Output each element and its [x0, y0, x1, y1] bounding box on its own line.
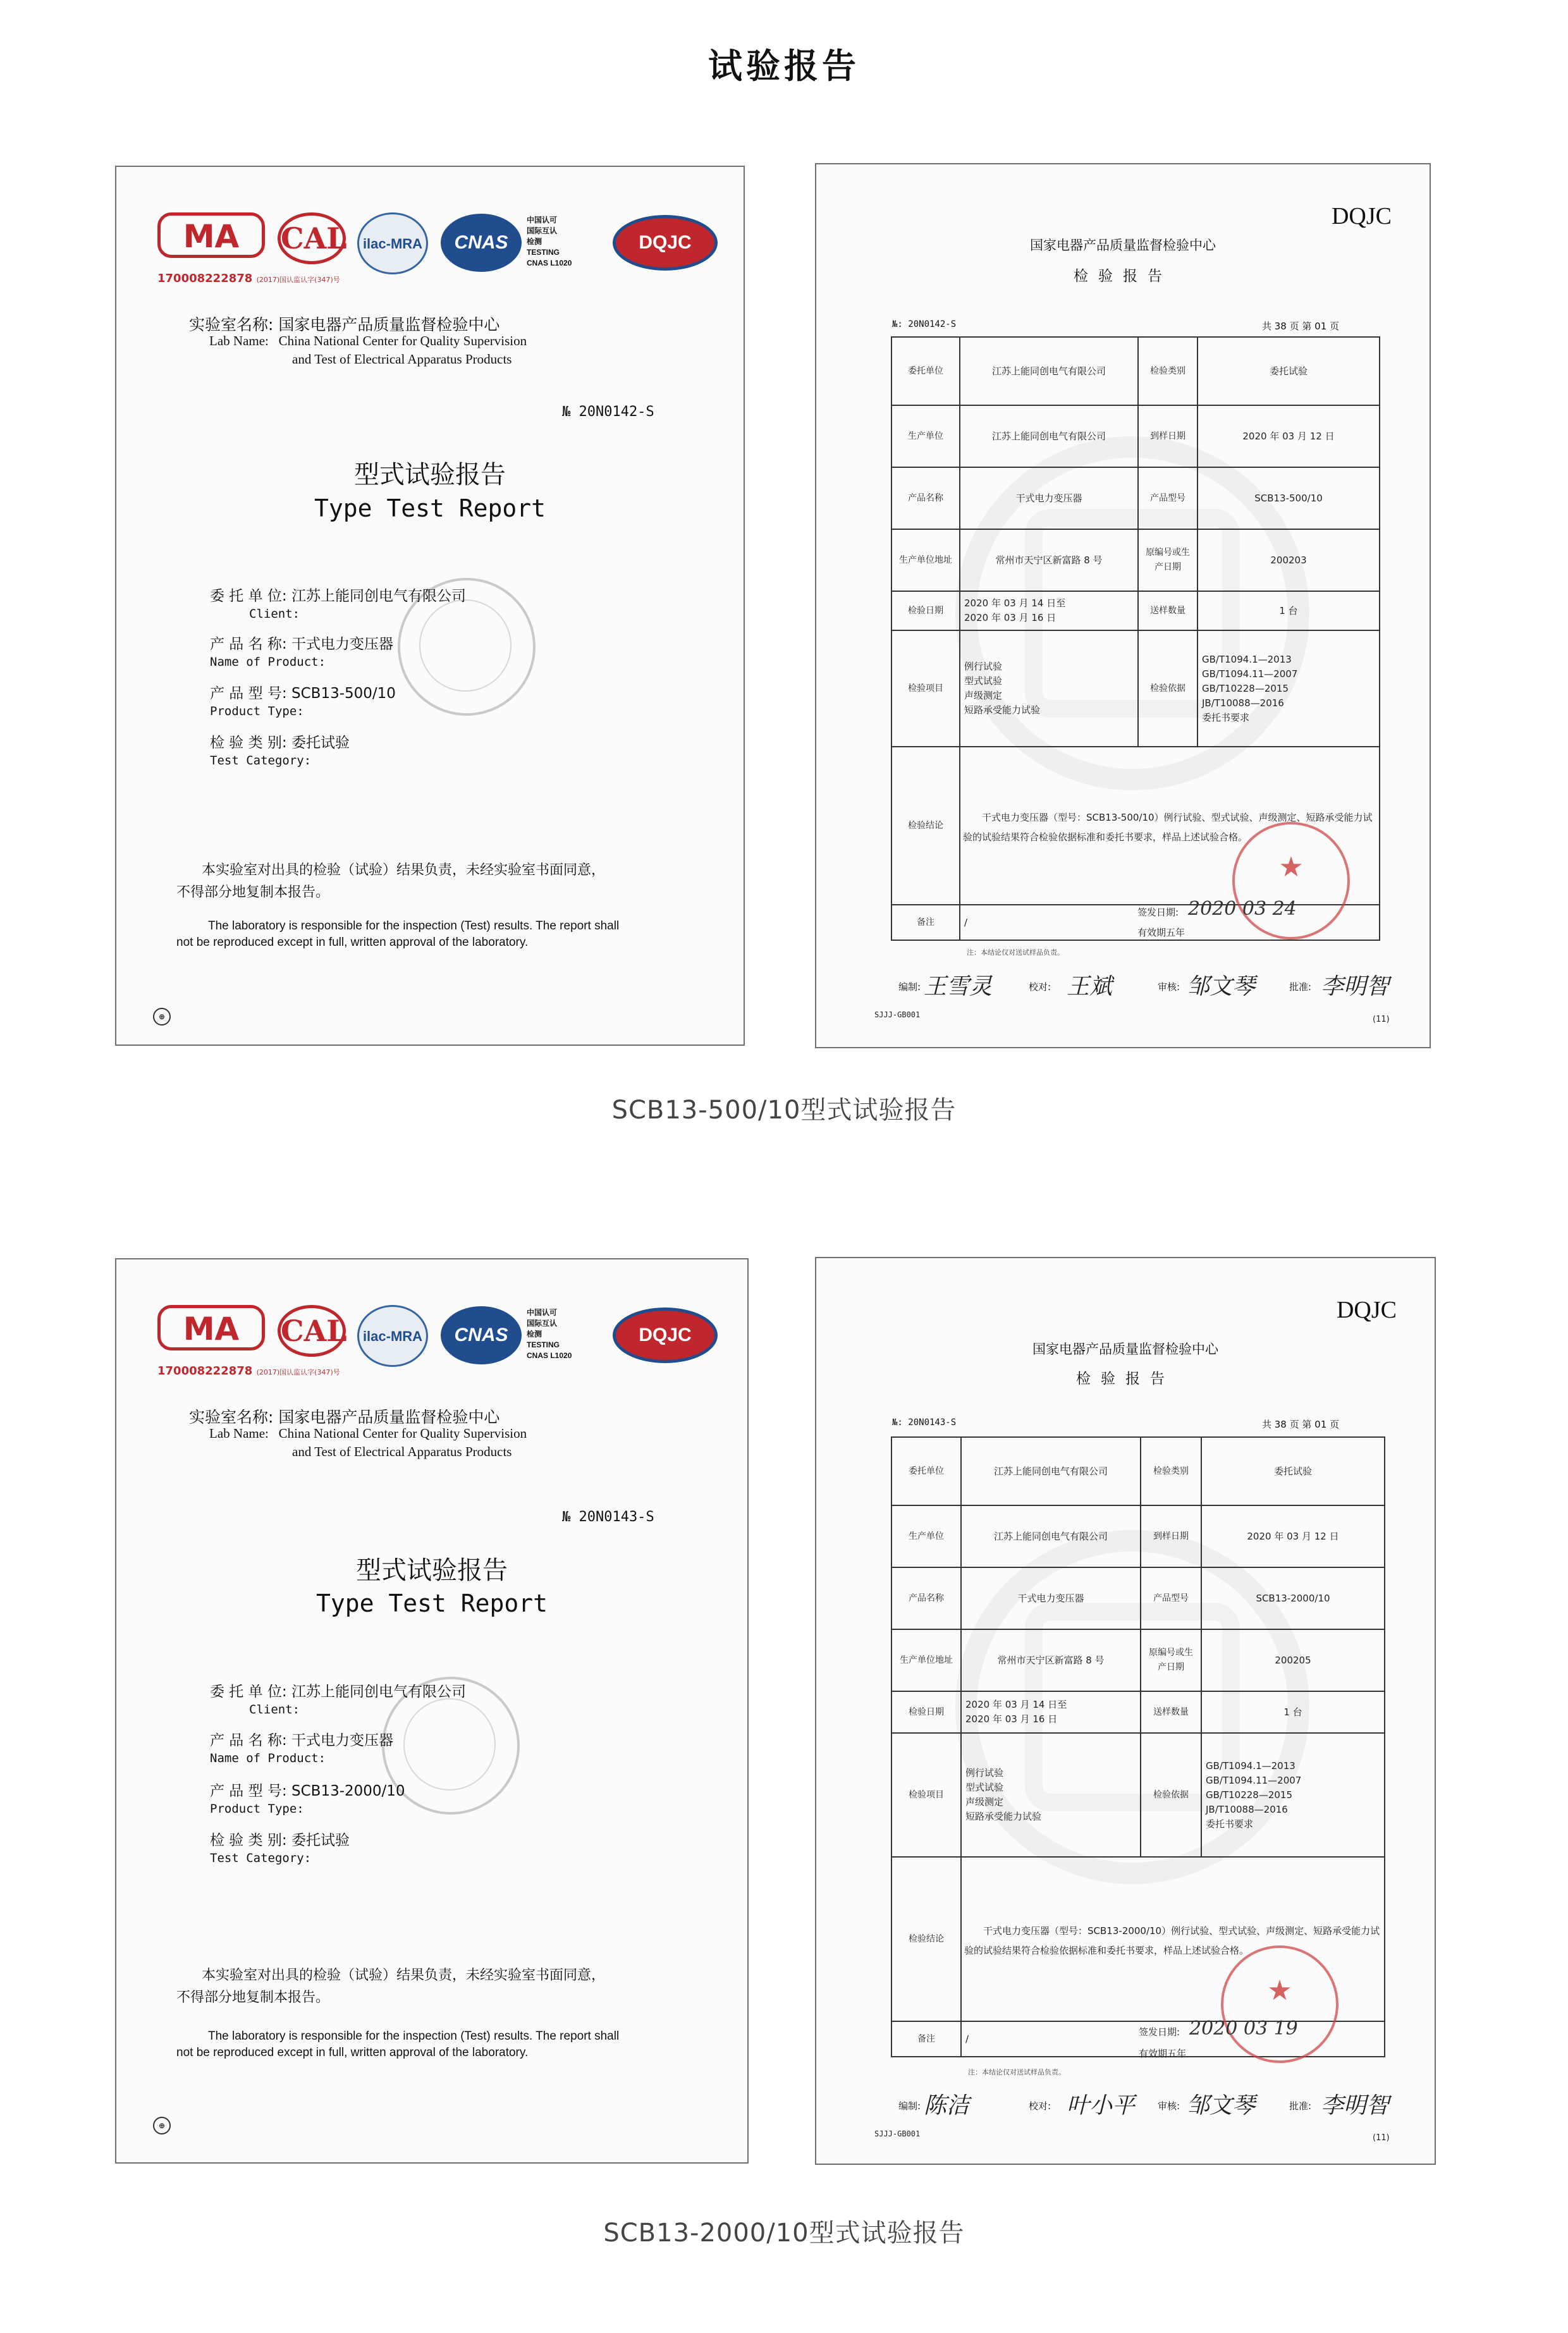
- arrival-value: 2020 年 03 月 12 日: [1201, 1505, 1385, 1567]
- client-value: 江苏上能同创电气有限公司: [961, 1437, 1141, 1505]
- remark-value: /: [960, 905, 1380, 940]
- cnas-logo-icon: CNAS: [441, 214, 522, 272]
- validity: 有效期五年: [1139, 2048, 1187, 2059]
- report-title-en: Type Test Report: [315, 1589, 548, 1617]
- check-label: 校对:: [1029, 2100, 1051, 2112]
- dqjc-logo-icon: DQJC: [613, 1307, 718, 1363]
- lab-name-en: Lab Name: China National Center for Quality Supervision: [209, 333, 527, 348]
- page-number: (11): [1373, 1015, 1390, 1024]
- client-label-en: Client:: [249, 607, 300, 621]
- product-type-field: 产 品 型 号: SCB13-2000/10: [210, 1783, 405, 1799]
- red-seal-icon: [1221, 1945, 1338, 2063]
- remark-label: 备注: [891, 2021, 961, 2057]
- lab-name-en-line2: and Test of Electrical Apparatus Products: [292, 352, 512, 367]
- basis-label: 检验依据: [1138, 630, 1197, 747]
- category-label: 检验类别: [1141, 1437, 1201, 1505]
- arrival-value: 2020 年 03 月 12 日: [1197, 405, 1380, 467]
- report-number: № 20N0143-S: [562, 1509, 654, 1525]
- cma-logo-icon: MA: [157, 1305, 265, 1350]
- date-value: 2020 年 03 月 14 日至 2020 年 03 月 16 日: [960, 591, 1138, 630]
- basis-value: GB/T1094.1—2013 GB/T1094.11—2007 GB/T10228—2015 JB/T10088—2016 委托书要求: [1197, 630, 1380, 747]
- conclusion-note: 注：本结论仅对送试样品负责。: [968, 2068, 1065, 2076]
- remark-label: 备注: [891, 905, 960, 940]
- check-signature: 叶小平: [1067, 2093, 1136, 2119]
- product-label: 产品名称: [891, 1567, 961, 1629]
- testing-accreditation-text: 中国认可 国际互认 检测 TESTING CNAS L1020: [527, 216, 572, 267]
- sign-date-handwritten: 2020 03 19: [1189, 2018, 1298, 2040]
- product-name-field: 产 品 名 称: 干式电力变压器: [210, 1732, 393, 1749]
- basis-label: 检验依据: [1141, 1733, 1201, 1857]
- review-label: 审核:: [1158, 981, 1180, 993]
- review-label: 审核:: [1158, 2100, 1180, 2112]
- producer-label: 生产单位: [891, 1505, 961, 1567]
- conclusion-cell: [961, 1857, 1385, 2076]
- cma-logo-icon: MA: [157, 212, 265, 258]
- items-value: 例行试验 型式试验 声级测定 短路承受能力试验: [960, 630, 1138, 747]
- client-value: 江苏上能同创电气有限公司: [960, 337, 1138, 405]
- report-page-count: 共 38 页 第 01 页: [1262, 321, 1340, 332]
- page-title: 试验报告: [708, 46, 860, 86]
- approve-signature: 李明智: [1321, 2093, 1390, 2119]
- lab-name-cn: 实验室名称: 国家电器产品质量监督检验中心: [189, 315, 500, 334]
- qty-label: 送样数量: [1138, 591, 1197, 630]
- disclaimer-cn-line2: 不得部分地复制本报告。: [176, 885, 330, 900]
- product-value: 干式电力变压器: [960, 467, 1138, 529]
- model-value: SCB13-2000/10: [1201, 1567, 1385, 1629]
- address-value: 常州市天宁区新富路 8 号: [961, 1629, 1141, 1691]
- report-number: № 20N0142-S: [562, 404, 654, 420]
- client-field: 委 托 单 位: 江苏上能同创电气有限公司: [210, 588, 466, 604]
- edit-signature: 陈洁: [924, 2093, 970, 2119]
- cover-document: [115, 166, 745, 1046]
- review-signature: 邹文琴: [1187, 2093, 1256, 2119]
- approve-label: 批准:: [1289, 981, 1312, 993]
- ilac-mra-logo-icon: ilac-MRA: [357, 212, 428, 274]
- lab-name-en-line2: and Test of Electrical Apparatus Products: [292, 1444, 512, 1459]
- edit-signature: 王雪灵: [924, 974, 993, 1000]
- conclusion-text: 干式电力变压器（型号：SCB13-2000/10）例行试验、型式试验、声级测定、短路承受能力试验的试验结果符合检验依据标准和委托书要求，样品上述试验合格。: [964, 1925, 1380, 1956]
- cal-logo-icon: CAL: [278, 1305, 346, 1357]
- product-type-label-en: Product Type:: [210, 1802, 304, 1816]
- product-name-field: 产 品 名 称: 干式电力变压器: [210, 636, 393, 652]
- model-label: 产品型号: [1141, 1567, 1201, 1629]
- disclaimer-en-line2: not be reproduced except in full, written approval of the laboratory.: [176, 936, 529, 949]
- report-header-code: DQJC: [1331, 203, 1392, 230]
- cnas-logo-icon: CNAS: [441, 1306, 522, 1364]
- report-table: [891, 1436, 1385, 2076]
- report-number: №: 20N0143-S: [892, 1418, 957, 1428]
- disclaimer-cn: 本实验室对出具的检验（试验）结果负责，未经实验室书面同意，: [202, 862, 606, 878]
- address-value: 常州市天宁区新富路 8 号: [960, 529, 1138, 591]
- product-name-label-en: Name of Product:: [210, 655, 326, 669]
- review-signature: 邹文琴: [1187, 974, 1256, 1000]
- lab-name-en: Lab Name: China National Center for Quality Supervision: [209, 1426, 527, 1441]
- product-type-label-en: Product Type:: [210, 704, 304, 718]
- address-label: 生产单位地址: [891, 529, 960, 591]
- report-title: 检验报告: [1076, 1371, 1175, 1387]
- page-number: (11): [1373, 2133, 1390, 2143]
- category-value: 委托试验: [1197, 337, 1380, 405]
- arrival-label: 到样日期: [1141, 1505, 1201, 1567]
- serial-value: 200203: [1197, 529, 1380, 591]
- report-title-cn: 型式试验报告: [356, 1556, 508, 1585]
- section-caption: SCB13-500/10型式试验报告: [611, 1096, 957, 1125]
- inspection-report-document: [815, 163, 1431, 1048]
- producer-label: 生产单位: [891, 405, 960, 467]
- category-field: 检 验 类 别: 委托试验: [210, 1832, 350, 1849]
- report-number: №: 20N0142-S: [892, 319, 957, 329]
- producer-value: 江苏上能同创电气有限公司: [961, 1505, 1141, 1567]
- inspection-report-document: [815, 1257, 1436, 2165]
- client-field: 委 托 单 位: 江苏上能同创电气有限公司: [210, 1684, 466, 1700]
- lab-name-cn: 实验室名称: 国家电器产品质量监督检验中心: [189, 1408, 500, 1426]
- disclaimer-en: The laboratory is responsible for the inspection (Test) results. The report shall: [208, 2030, 620, 2043]
- approve-label: 批准:: [1289, 2100, 1312, 2112]
- product-name-label-en: Name of Product:: [210, 1751, 326, 1765]
- qty-label: 送样数量: [1141, 1691, 1201, 1733]
- cnas-seal-icon: ⊕: [153, 2117, 171, 2134]
- date-label: 检验日期: [891, 1691, 961, 1733]
- cnas-seal-icon: ⊕: [153, 1008, 171, 1026]
- sign-date-handwritten: 2020 03 24: [1188, 898, 1297, 920]
- approve-signature: 李明智: [1321, 974, 1390, 1000]
- basis-value: GB/T1094.1—2013 GB/T1094.11—2007 GB/T10228—2015 JB/T10088—2016 委托书要求: [1201, 1733, 1385, 1857]
- product-label: 产品名称: [891, 467, 960, 529]
- serial-label: 原编号或生产日期: [1141, 1629, 1201, 1691]
- date-label: 检验日期: [891, 591, 960, 630]
- date-value: 2020 年 03 月 14 日至 2020 年 03 月 16 日: [961, 1691, 1141, 1733]
- edit-label: 编制:: [898, 2100, 921, 2112]
- category-label-en: Test Category:: [210, 1851, 312, 1865]
- testing-accreditation-text: 中国认可 国际互认 检测 TESTING CNAS L1020: [527, 1308, 572, 1360]
- qty-value: 1 台: [1201, 1691, 1385, 1733]
- report-title: 检验报告: [1074, 268, 1172, 285]
- client-label: 委托单位: [891, 1437, 961, 1505]
- cover-document: [115, 1258, 749, 2164]
- disclaimer-en: The laboratory is responsible for the inspection (Test) results. The report shall: [208, 919, 620, 933]
- category-label: 检验类别: [1138, 337, 1197, 405]
- address-label: 生产单位地址: [891, 1629, 961, 1691]
- conclusion-note: 注：本结论仅对送试样品负责。: [967, 948, 1064, 957]
- conclusion-label: 检验结论: [891, 747, 960, 905]
- dqjc-logo-icon: DQJC: [613, 215, 718, 271]
- model-value: SCB13-500/10: [1197, 467, 1380, 529]
- report-title-en: Type Test Report: [314, 494, 546, 522]
- ilac-mra-logo-icon: ilac-MRA: [357, 1305, 428, 1367]
- conclusion-text: 干式电力变压器（型号：SCB13-500/10）例行试验、型式试验、声级测定、短路承受能力试验的试验结果符合检验依据标准和委托书要求，样品上述试验合格。: [963, 812, 1373, 843]
- arrival-label: 到样日期: [1138, 405, 1197, 467]
- cal-logo-icon: CAL: [278, 212, 346, 264]
- report-title-cn: 型式试验报告: [354, 460, 506, 489]
- items-label: 检验项目: [891, 630, 960, 747]
- cma-certificate-number: 170008222878 (2017)国认监认字(347)号: [157, 1364, 340, 1378]
- validity: 有效期五年: [1137, 927, 1185, 938]
- serial-label: 原编号或生产日期: [1138, 529, 1197, 591]
- form-code: SJJJ-GB001: [874, 1010, 921, 1019]
- disclaimer-cn-line2: 不得部分地复制本报告。: [176, 1990, 330, 2005]
- product-type-field: 产 品 型 号: SCB13-500/10: [210, 685, 396, 702]
- form-code: SJJJ-GB001: [874, 2129, 921, 2138]
- category-value: 委托试验: [1201, 1437, 1385, 1505]
- cma-certificate-number: 170008222878 (2017)国认监认字(347)号: [157, 272, 340, 285]
- report-page-count: 共 38 页 第 01 页: [1262, 1419, 1340, 1430]
- sign-date-label: 签发日期:: [1139, 2026, 1180, 2038]
- report-center-name: 国家电器产品质量监督检验中心: [1030, 238, 1216, 253]
- disclaimer-en-line2: not be reproduced except in full, written approval of the laboratory.: [176, 2046, 529, 2059]
- disclaimer-cn: 本实验室对出具的检验（试验）结果负责，未经实验室书面同意，: [202, 1968, 606, 1983]
- producer-value: 江苏上能同创电气有限公司: [960, 405, 1138, 467]
- edit-label: 编制:: [898, 981, 921, 993]
- serial-value: 200205: [1201, 1629, 1385, 1691]
- conclusion-cell: [960, 747, 1380, 957]
- red-seal-icon: [1232, 822, 1350, 940]
- category-label-en: Test Category:: [210, 754, 312, 768]
- model-label: 产品型号: [1138, 467, 1197, 529]
- check-label: 校对:: [1029, 981, 1051, 993]
- section-caption: SCB13-2000/10型式试验报告: [603, 2219, 965, 2248]
- qty-value: 1 台: [1197, 591, 1380, 630]
- report-center-name: 国家电器产品质量监督检验中心: [1032, 1342, 1218, 1357]
- report-table: [891, 336, 1380, 957]
- items-label: 检验项目: [891, 1733, 961, 1857]
- conclusion-label: 检验结论: [891, 1857, 961, 2021]
- client-label: 委托单位: [891, 337, 960, 405]
- remark-value: /: [961, 2021, 1385, 2057]
- product-value: 干式电力变压器: [961, 1567, 1141, 1629]
- category-field: 检 验 类 别: 委托试验: [210, 735, 350, 751]
- report-header-code: DQJC: [1336, 1297, 1397, 1323]
- sign-date-label: 签发日期:: [1137, 907, 1179, 918]
- items-value: 例行试验 型式试验 声级测定 短路承受能力试验: [961, 1733, 1141, 1857]
- client-label-en: Client:: [249, 1703, 300, 1717]
- check-signature: 王斌: [1067, 974, 1113, 1000]
